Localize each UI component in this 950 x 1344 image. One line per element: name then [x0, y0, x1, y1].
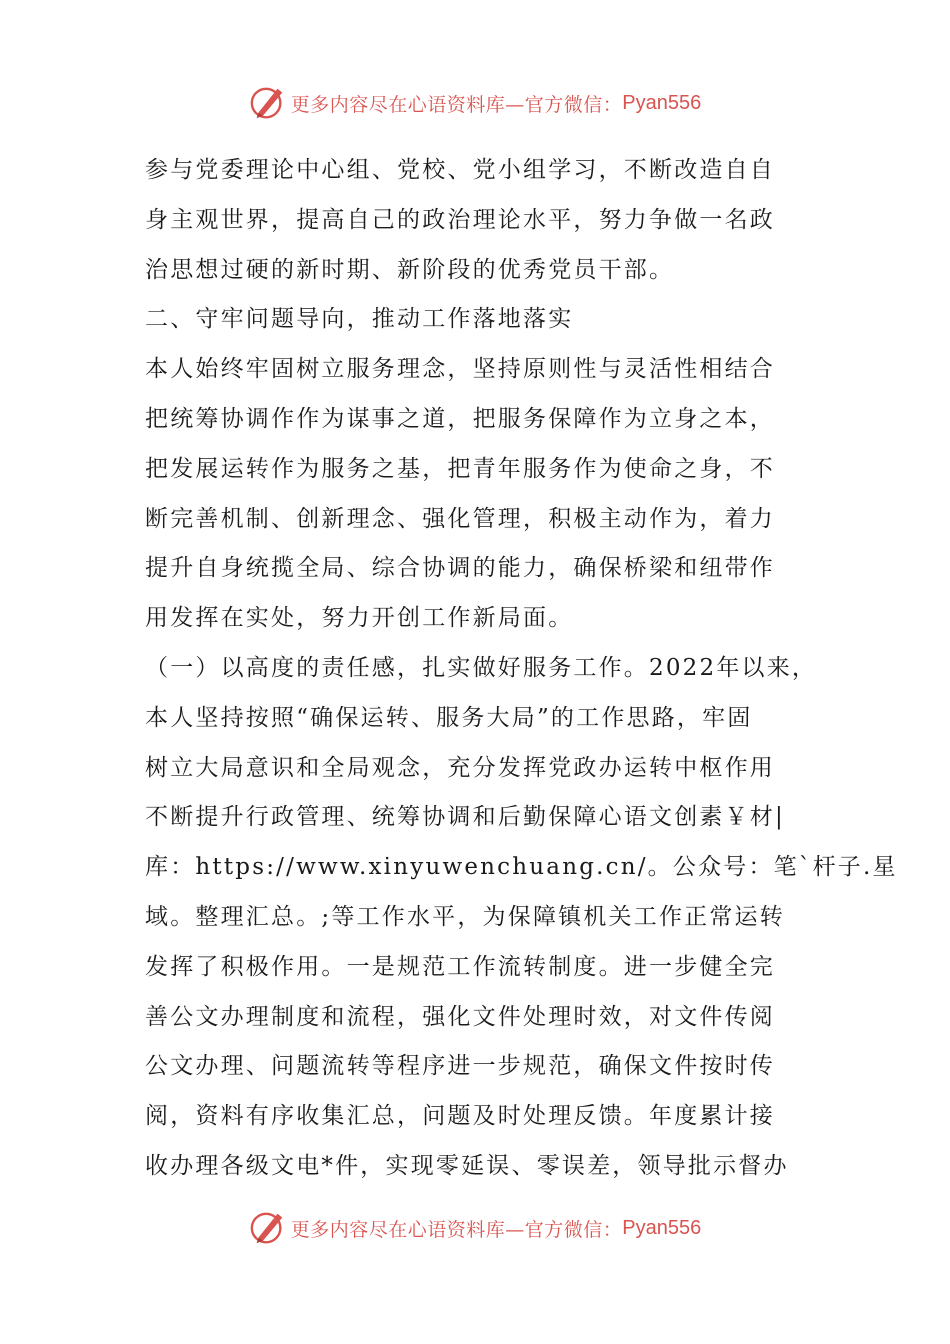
body-line: 本人始终牢固树立服务理念，坚持原则性与灵活性相结合 — [145, 356, 775, 383]
body-line: 身主观世界，提高自己的政治理论水平，努力争做一名政 — [145, 206, 775, 233]
body-line: 提升自身统揽全局、综合协调的能力，确保桥梁和纽带作 — [145, 555, 775, 582]
header-banner-text: 更多内容尽在心语资料库—官方微信： — [290, 93, 623, 116]
body-line: 断完善机制、创新理念、强化管理，积极主动作为，着力 — [145, 505, 775, 532]
footer-banner-handle: Pyan556 — [622, 1216, 702, 1239]
body-line: 本人坚持按照“确保运转、服务大局”的工作思路，牢固 — [145, 704, 753, 731]
body-line: 不断提升行政管理、统筹协调和后勤保障心语文创素￥材| — [145, 804, 785, 831]
body-line: 域。整理汇总。;等工作水平，为保障镇机关工作正常运转 — [145, 903, 785, 930]
body-line: 公文办理、问题流转等程序进一步规范，确保文件按时传 — [145, 1053, 775, 1080]
body-line: 参与党委理论中心组、党校、党小组学习，不断改造自自 — [145, 157, 775, 183]
body-line: 善公文办理制度和流程，强化文件处理时效，对文件传阅 — [145, 1003, 775, 1030]
body-line: 库：https://www.xinyuwenchuang.cn/。公众号：笔`杆子.星 — [145, 854, 898, 881]
body-line: 阅，资料有序收集汇总，问题及时处理反馈。年度累计接 — [145, 1103, 775, 1130]
header-banner — [0, 83, 950, 123]
footer-banner — [0, 1208, 950, 1248]
pen-logo-icon — [249, 1209, 287, 1247]
body-line: 用发挥在实处，努力开创工作新局面。 — [145, 605, 574, 632]
body-line: （一）以高度的责任感，扎实做好服务工作。2022年以来， — [145, 654, 818, 681]
body-line: 治思想过硬的新时期、新阶段的优秀党员干部。 — [145, 256, 675, 283]
section-heading: 二、守牢问题导向，推动工作落地落实 — [145, 306, 574, 333]
header-banner-handle: Pyan556 — [622, 91, 702, 114]
pen-logo-icon — [249, 84, 287, 122]
body-line: 收办理各级文电*件，实现零延误、零误差，领导批示督办 — [145, 1152, 789, 1179]
document-body — [145, 146, 898, 1192]
body-line: 把统筹协调作作为谋事之道，把服务保障作为立身之本， — [145, 405, 775, 432]
body-line: 发挥了积极作用。一是规范工作流转制度。进一步健全完 — [145, 953, 775, 980]
body-line: 把发展运转作为服务之基，把青年服务作为使命之身，不 — [145, 455, 775, 482]
body-line: 树立大局意识和全局观念，充分发挥党政办运转中枢作用 — [145, 754, 775, 781]
footer-banner-text: 更多内容尽在心语资料库—官方微信： — [290, 1218, 623, 1241]
